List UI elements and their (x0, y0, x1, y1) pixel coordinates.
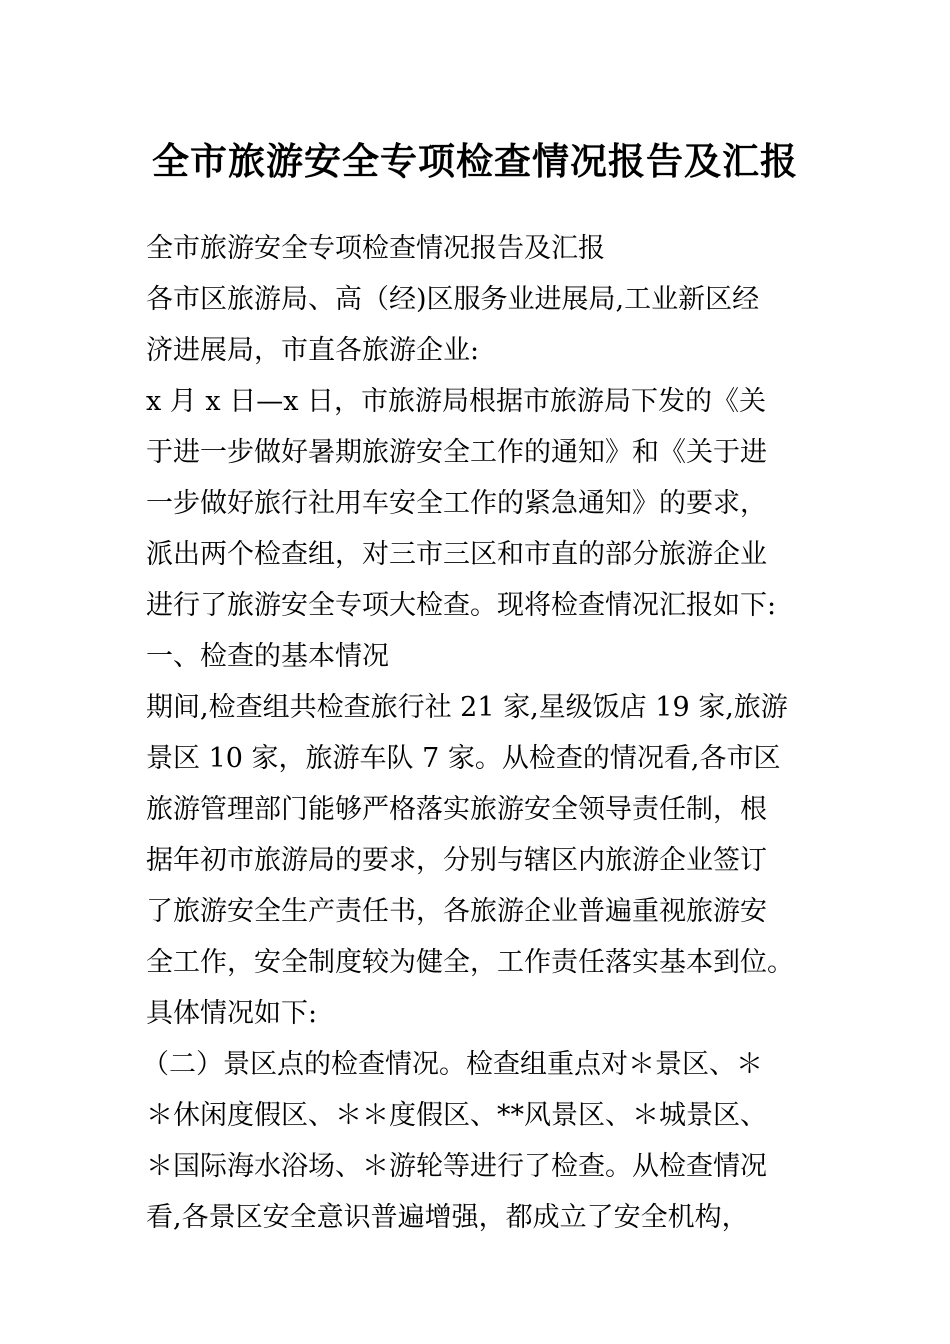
body-line-recipients-1: 各市区旅游局、高（经)区服务业进展局,工业新区经 (146, 284, 760, 315)
body-line-scenic-3: ＊国际海水浴场、＊游轮等进行了检查。从检查情况 (146, 1151, 767, 1182)
body-line-basic-2: 景区 10 家，旅游车队 7 家。从检查的情况看,各市区 (146, 743, 781, 774)
body-line-basic-6: 全工作，安全制度较为健全，工作责任落实基本到位。 (146, 947, 794, 978)
document-body (142, 223, 826, 1243)
body-line-intro-5: 进行了旅游安全专项大检查。现将检查情况汇报如下: (146, 590, 777, 621)
body-line-basic-5: 了旅游安全生产责任书，各旅游企业普遍重视旅游安 (146, 896, 767, 927)
body-line-recipients-2: 济进展局，市直各旅游企业: (146, 335, 480, 366)
body-line-intro-3: 一步做好旅行社用车安全工作的紧急通知》的要求， (146, 488, 767, 519)
body-line-basic-7: 具体情况如下: (146, 998, 318, 1029)
body-line-basic-4: 据年初市旅游局的要求，分别与辖区内旅游企业签订 (146, 845, 767, 876)
body-line-scenic-4: 看,各景区安全意识普遍增强，都成立了安全机构， (146, 1202, 749, 1233)
section-heading-basic-situation: 一、检查的基本情况 (146, 641, 389, 672)
body-line-subtitle: 全市旅游安全专项检查情况报告及汇报 (146, 233, 605, 264)
body-line-intro-4: 派出两个检查组，对三市三区和市直的部分旅游企业 (146, 539, 767, 570)
document-title: 全市旅游安全专项检查情况报告及汇报 (152, 140, 798, 183)
body-line-scenic-1: （二）景区点的检查情况。检查组重点对＊景区、＊ (142, 1049, 763, 1080)
body-line-intro-2: 于进一步做好暑期旅游安全工作的通知》和《关于进 (146, 437, 767, 468)
body-line-basic-1: 期间,检查组共检查旅行社 21 家,星级饭店 19 家,旅游 (146, 692, 788, 723)
body-line-intro-1: x 月 x 日—x 日，市旅游局根据市旅游局下发的《关 (146, 386, 767, 417)
body-line-scenic-2: ＊休闲度假区、＊＊度假区、**风景区、＊城景区、 (146, 1100, 767, 1131)
body-line-basic-3: 旅游管理部门能够严格落实旅游安全领导责任制，根 (146, 794, 767, 825)
